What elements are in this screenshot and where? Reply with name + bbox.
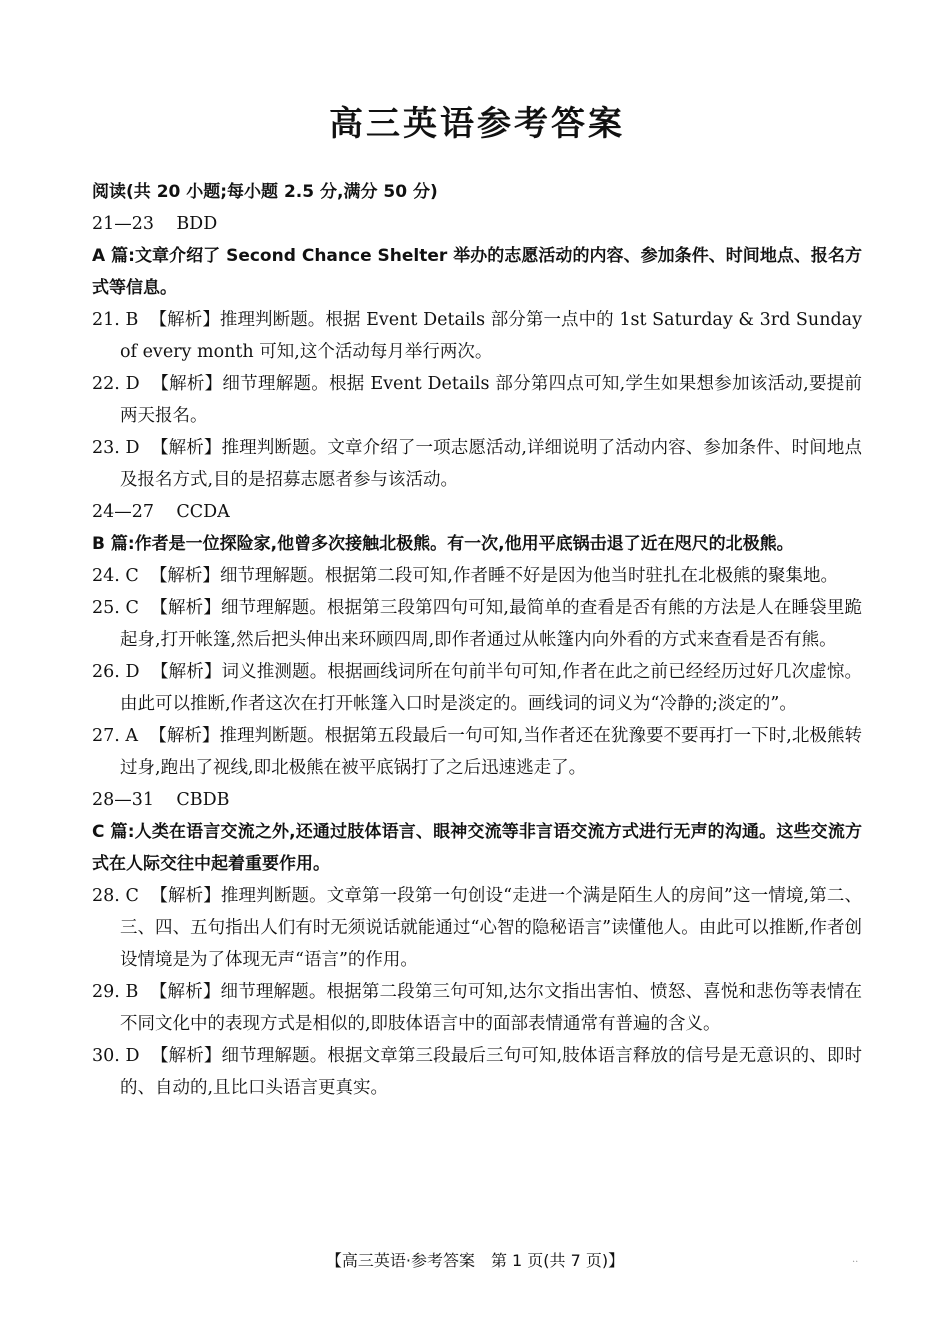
answer-range-b (92, 496, 862, 528)
item-tag: 【解析】 (149, 982, 221, 1002)
item-explanation: 推理判断题。文章第一段第一句创设“走进一个满是陌生人的房间”这一情境,第二、三、四、五句指出人们有时无须说话就能通过“心智的隐秘语言”读懂他人。由此可以推断,作者创设情境是为了体现无声“语言”的作用。 (120, 886, 862, 970)
item-tag: 【解析】 (150, 662, 222, 682)
range-label: 21—23 (92, 214, 155, 234)
item-number: 30. D (92, 1046, 140, 1066)
item-number: 22. D (92, 374, 140, 394)
answer-item-30 (92, 1040, 862, 1104)
answer-item-28 (92, 880, 862, 976)
item-tag: 【解析】 (150, 438, 222, 458)
passage-summary-b: B 篇:作者是一位探险家,他曾多次接触北极熊。有一次,他用平底锅击退了近在咫尺的北极熊。 (92, 534, 794, 554)
item-tag: 【解析】 (149, 310, 220, 330)
footer-dots: .. (852, 1254, 859, 1265)
page-footer: 【高三英语·参考答案 第 1 页(共 7 页)】 (325, 1251, 625, 1270)
range-label: 28—31 (92, 790, 155, 810)
item-explanation: 推理判断题。文章介绍了一项志愿活动,详细说明了活动内容、参加条件、时间地点及报名方式,目的是招募志愿者参与该活动。 (120, 438, 862, 490)
section-header: 阅读(共 20 小题;每小题 2.5 分,满分 50 分) (92, 182, 438, 202)
passage-summary-c: C 篇:人类在语言交流之外,还通过肢体语言、眼神交流等非言语交流方式进行无声的沟通。这些交流方式在人际交往中起着重要作用。 (92, 822, 862, 874)
item-number: 29. B (92, 982, 139, 1002)
answer-item-25 (92, 592, 862, 656)
passage-summary-a: A 篇:文章介绍了 Second Chance Shelter 举办的志愿活动的内容、参加条件、时间地点、报名方式等信息。 (92, 246, 862, 298)
range-answers: BDD (176, 214, 218, 234)
answer-item-21 (92, 304, 862, 368)
item-number: 24. C (92, 566, 139, 586)
item-tag: 【解析】 (149, 566, 220, 586)
answer-item-26 (92, 656, 862, 720)
answer-item-23 (92, 432, 862, 496)
page-title: 高三英语参考答案 (329, 104, 625, 144)
answer-item-24 (92, 560, 862, 592)
item-explanation: 细节理解题。根据第二段可知,作者睡不好是因为他当时驻扎在北极熊的聚集地。 (219, 566, 838, 586)
answer-content (92, 176, 862, 1104)
item-tag: 【解析】 (150, 1046, 222, 1066)
answer-range-c (92, 784, 862, 816)
item-tag: 【解析】 (149, 726, 220, 746)
item-explanation: 推理判断题。根据 Event Details 部分第一点中的 1st Saturday & 3rd Sunday of every month 可知,这个活动每月举行两次。 (120, 310, 862, 362)
item-explanation: 细节理解题。根据文章第三段最后三句可知,肢体语言释放的信号是无意识的、即时的、自动的,且比口头语言更真实。 (120, 1046, 862, 1098)
answer-item-29 (92, 976, 862, 1040)
answer-item-27 (92, 720, 862, 784)
answer-item-22 (92, 368, 862, 432)
item-number: 21. B (92, 310, 139, 330)
item-explanation: 细节理解题。根据第二段第三句可知,达尔文指出害怕、愤怒、喜悦和悲伤等表情在不同文化中的表现方式是相似的,即肢体语言中的面部表情通常有普遍的含义。 (120, 982, 862, 1034)
item-number: 28. C (92, 886, 139, 906)
item-number: 25. C (92, 598, 139, 618)
item-explanation: 细节理解题。根据 Event Details 部分第四点可知,学生如果想参加该活动,要提前两天报名。 (120, 374, 862, 426)
item-number: 23. D (92, 438, 140, 458)
item-explanation: 词义推测题。根据画线词所在句前半句可知,作者在此之前已经经历过好几次虚惊。由此可以推断,作者这次在打开帐篷入口时是淡定的。画线词的词义为“冷静的;淡定的”。 (120, 662, 862, 714)
item-tag: 【解析】 (151, 374, 223, 394)
range-answers: CCDA (176, 502, 230, 522)
item-explanation: 推理判断题。根据第五段最后一句可知,当作者还在犹豫要不要再打一下时,北极熊转过身,跑出了视线,即北极熊在被平底锅打了之后迅速逃走了。 (120, 726, 862, 778)
answer-range-a (92, 208, 862, 240)
item-tag: 【解析】 (150, 886, 221, 906)
range-answers: CBDB (176, 790, 230, 810)
item-tag: 【解析】 (150, 598, 221, 618)
item-explanation: 细节理解题。根据第三段第四句可知,最简单的查看是否有熊的方法是人在睡袋里跪起身,打开帐篷,然后把头伸出来环顾四周,即作者通过从帐篷内向外看的方式来查看是否有熊。 (120, 598, 862, 650)
item-number: 27. A (92, 726, 139, 746)
item-number: 26. D (92, 662, 140, 682)
range-label: 24—27 (92, 502, 155, 522)
